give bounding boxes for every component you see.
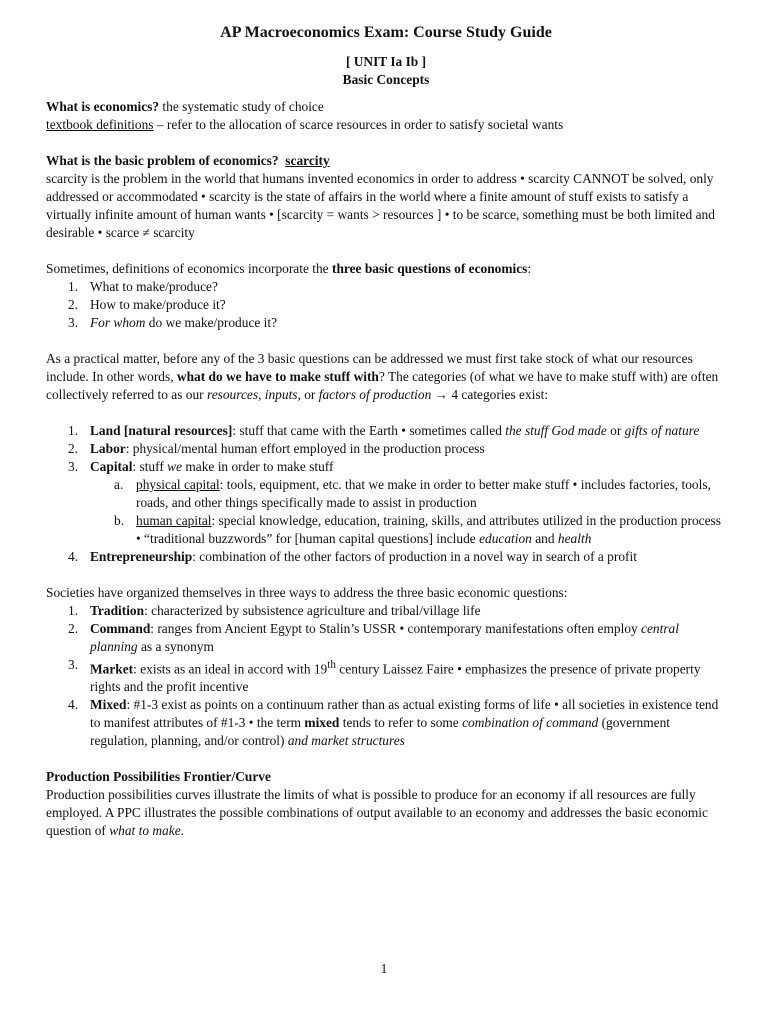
page-number: 1: [380, 961, 388, 976]
factors-of-production-list-cont: [46, 548, 726, 566]
list-item-human-capital: b. human capital: special knowledge, education, training, skills, and attributes utilized in the production process • “traditional buzzwords” for [human capital questions] include education and health: [114, 513, 721, 546]
list-item: 3. For whom do we make/produce it?: [68, 315, 278, 330]
basic-problem-question: What is the basic problem of economics? scarcity: [46, 153, 330, 168]
factors-of-production-list: [46, 422, 726, 476]
list-item-physical-capital: a. physical capital: tools, equipment, etc. that we make in order to better make stuff • includes factories, tools, roads, and other things specifically made to assist in production: [114, 477, 711, 510]
ppc-heading: Production Possibilities Frontier/Curve: [46, 769, 271, 785]
economic-systems-list: [46, 602, 726, 750]
list-item-command: 2. Command: ranges from Ancient Egypt to Stalin’s USSR • contemporary manifestations often employ central planning as a synonym: [68, 621, 679, 654]
list-item-tradition: 1. Tradition: characterized by subsistence agriculture and tribal/village life: [68, 603, 481, 618]
scarcity-paragraph: scarcity is the problem in the world that humans invented economics in order to address • scarcity CANNOT be solved, only addressed or accommodated • scarcity is the state of affairs in the world where a finite amount of stuff exists to satisfy a virtually infinite amount of human wants • [scarcity = wants > resources ] • to be scarce, something must be both limited and desirable • scarce ≠ scarcity: [46, 171, 715, 240]
list-item-market: 3. Market: exists as an ideal in accord with 19th century Laissez Faire • emphasizes the presence of private property rights and the profit incentive: [68, 657, 701, 695]
economic-systems-intro: Societies have organized themselves in three ways to address the three basic economic questions:: [46, 585, 568, 600]
ppc-paragraph: Production possibilities curves illustrate the limits of what is possible to produce for an economy if all resources are fully employed. A PPC illustrates the possible combinations of output available to an economy and addresses the basic economic question of what to make.: [46, 787, 708, 839]
list-item-entrepreneurship: 4. Entrepreneurship: combination of the other factors of production in a novel way in search of a profit: [68, 549, 637, 564]
textbook-definitions: textbook definitions – refer to the allocation of scarce resources in order to satisfy societal wants: [46, 117, 564, 132]
unit-subtitle: Basic Concepts: [342, 72, 430, 87]
list-item-labor: 2. Labor: physical/mental human effort employed in the production process: [68, 441, 485, 456]
three-questions-list: [46, 278, 726, 332]
capital-sublist: [46, 476, 726, 548]
three-questions-intro: Sometimes, definitions of economics incorporate the three basic questions of economics:: [46, 261, 532, 276]
unit-label: [ UNIT Ia Ib ]: [345, 54, 427, 69]
list-item-capital: 3. Capital: stuff we make in order to make stuff: [68, 459, 334, 474]
document-page: [46, 22, 726, 840]
question: What is economics?: [46, 99, 160, 114]
list-item: 2. How to make/produce it?: [68, 297, 226, 312]
list-item: 1. What to make/produce?: [68, 279, 218, 294]
list-item-mixed: 4. Mixed: #1-3 exist as points on a continuum rather than as actual existing forms of life • all societies in existence tend to manifest attributes of #1-3 • the term mixed tends to refer to some combination of command (government regulation, planning, and/or control) and market structures: [68, 697, 719, 749]
what-is-economics: What is economics? the systematic study of choice: [46, 99, 324, 114]
page-title: AP Macroeconomics Exam: Course Study Guide: [220, 24, 552, 41]
arrow-icon: →: [431, 387, 452, 402]
resources-paragraph: As a practical matter, before any of the 3 basic questions can be addressed we must first take stock of what our resources include. In other words, what do we have to make stuff with? The categories (of what we have to make stuff with) are often collectively referred to as our resources, inputs, or factors of production → 4 categories exist:: [46, 351, 719, 402]
list-item-land: 1. Land [natural resources]: stuff that came with the Earth • sometimes called the stuff God made or gifts of nature: [68, 423, 700, 438]
